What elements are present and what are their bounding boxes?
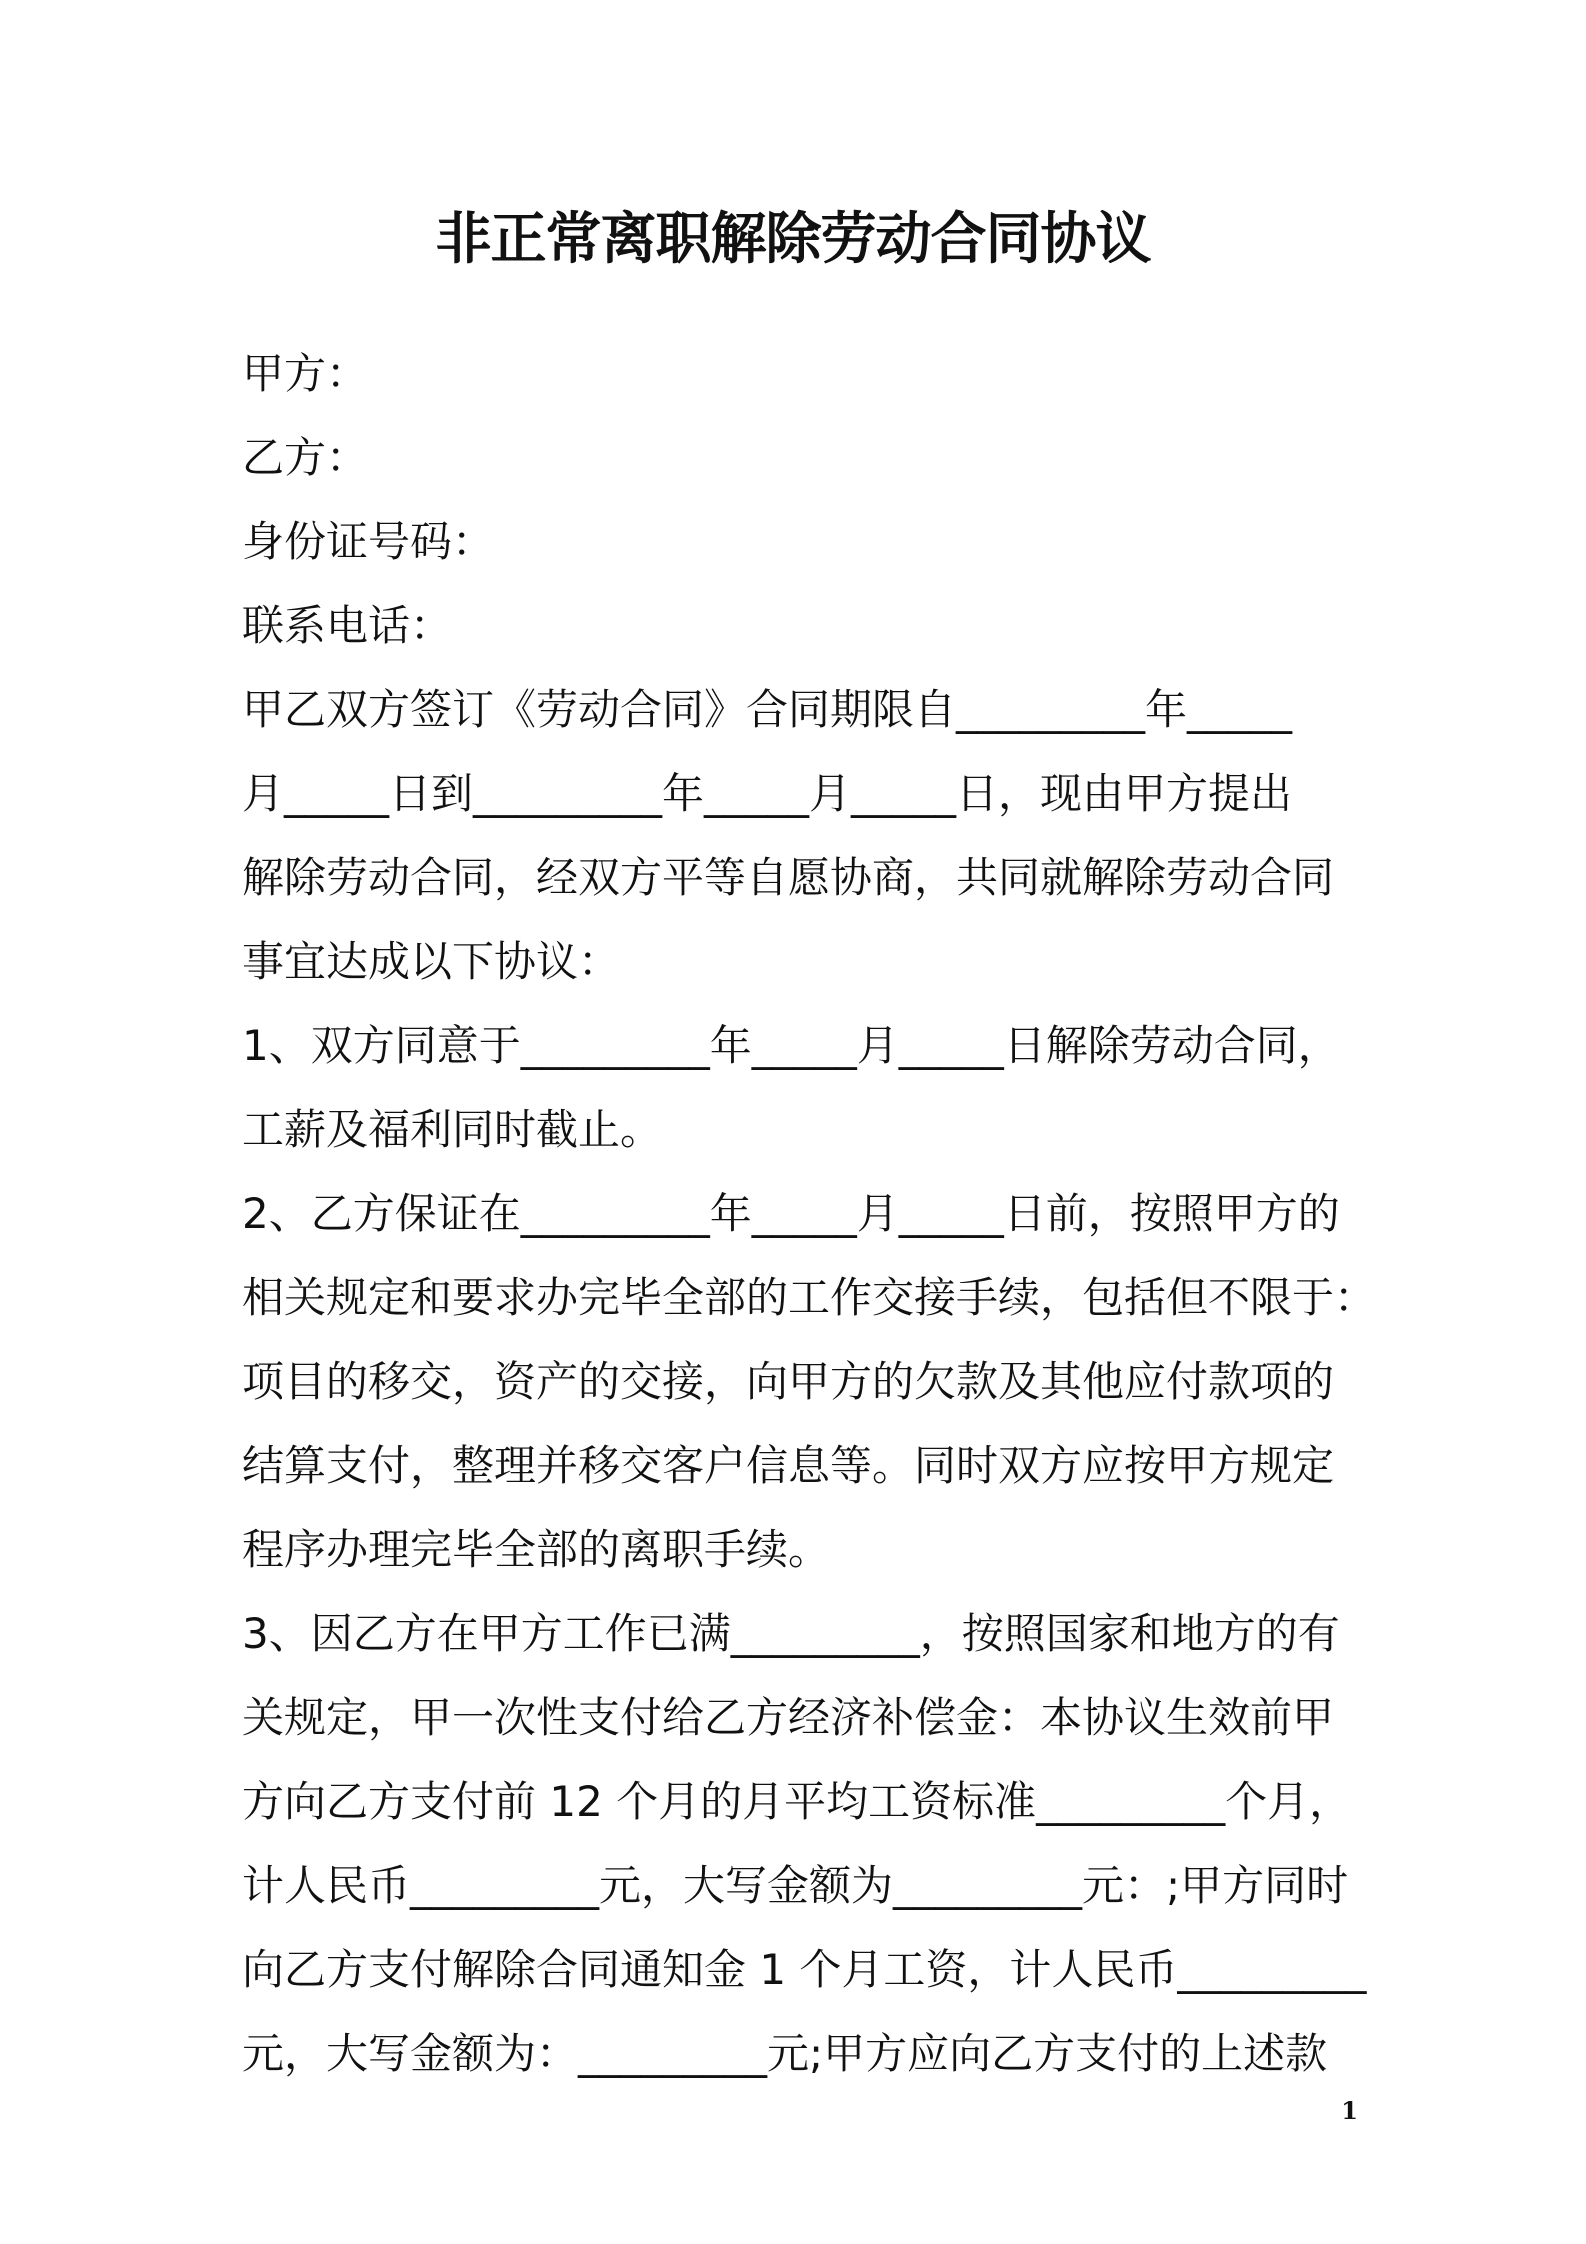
body-line: 事宜达成以下协议： <box>242 937 621 986</box>
phone-line: 联系电话： <box>242 601 453 650</box>
party-a-line: 甲方： <box>242 349 369 398</box>
page-number: 1 <box>1341 2096 1358 2125</box>
document-body <box>242 332 1392 2096</box>
clause-3-line: 方向乙方支付前 12 个月的月平均工资标准_________个月， <box>242 1777 1352 1826</box>
clause-1-line: 工薪及福利同时截止。 <box>242 1105 663 1154</box>
body-line: 解除劳动合同，经双方平等自愿协商，共同就解除劳动合同 <box>242 853 1335 902</box>
clause-2-line: 结算支付，整理并移交客户信息等。同时双方应按甲方规定 <box>242 1441 1335 1490</box>
clause-1-line: 1、双方同意于_________年_____月_____日解除劳动合同， <box>242 1021 1340 1070</box>
clause-3-line: 3、因乙方在甲方工作已满_________，按照国家和地方的有 <box>242 1609 1340 1658</box>
clause-2-line: 程序办理完毕全部的离职手续。 <box>242 1525 831 1574</box>
clause-3-line: 关规定，甲一次性支付给乙方经济补偿金：本协议生效前甲 <box>242 1693 1335 1742</box>
clause-3-line: 向乙方支付解除合同通知金 1 个月工资，计人民币_________ <box>242 1945 1367 1994</box>
clause-3-line: 元，大写金额为：_________元;甲方应向乙方支付的上述款 <box>242 2029 1328 2078</box>
clause-2-line: 2、乙方保证在_________年_____月_____日前，按照甲方的 <box>242 1189 1340 1238</box>
body-line: 甲乙双方签订《劳动合同》合同期限自_________年_____ <box>242 685 1293 734</box>
clause-2-line: 相关规定和要求办完毕全部的工作交接手续，包括但不限于： <box>242 1273 1377 1322</box>
clause-2-line: 项目的移交，资产的交接，向甲方的欠款及其他应付款项的 <box>242 1357 1335 1406</box>
body-line: 月_____日到_________年_____月_____日，现由甲方提出 <box>242 769 1293 818</box>
id-number-line: 身份证号码： <box>242 517 495 566</box>
party-b-line: 乙方： <box>242 433 369 482</box>
document-title: 非正常离职解除劳动合同协议 <box>435 207 1151 272</box>
clause-3-line: 计人民币_________元，大写金额为_________元：;甲方同时 <box>242 1861 1349 1910</box>
